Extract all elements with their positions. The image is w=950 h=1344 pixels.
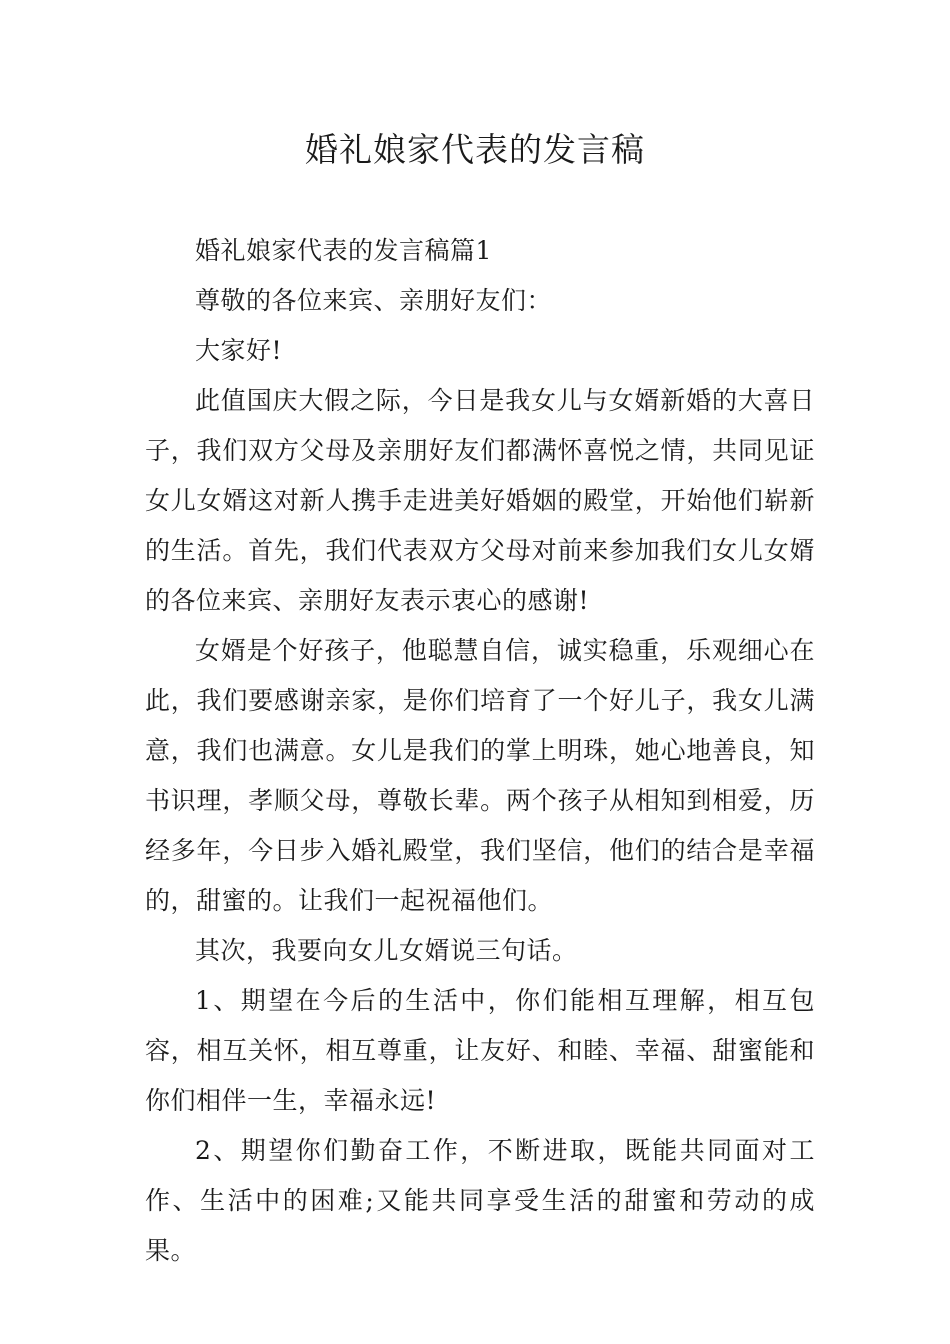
document-body: [145, 226, 815, 1276]
document-title: 婚礼娘家代表的发言稿: [305, 130, 645, 169]
paragraph-wish-1: 1、期望在今后的生活中，你们能相互理解，相互包容，相互关怀，相互尊重，让友好、和睦、幸福、甜蜜能和你们相伴一生，幸福永远!: [145, 986, 815, 1115]
paragraph-praise: 女婿是个好孩子，他聪慧自信，诚实稳重，乐观细心在此，我们要感谢亲家，是你们培育了一个好儿子，我女儿满意，我们也满意。女儿是我们的掌上明珠，她心地善良，知书识理，孝顺父母，尊敬长辈。两个孩子从相知到相爱，历经多年，今日步入婚礼殿堂，我们坚信，他们的结合是幸福的，甜蜜的。让我们一起祝福他们。: [145, 636, 815, 915]
paragraph-opening: 此值国庆大假之际，今日是我女儿与女婿新婚的大喜日子，我们双方父母及亲朋好友们都满怀喜悦之情，共同见证女儿女婿这对新人携手走进美好婚姻的殿堂，开始他们崭新的生活。首先，我们代表双方父母对前来参加我们女儿女婿的各位来宾、亲朋好友表示衷心的感谢!: [145, 386, 815, 615]
paragraph-transition: 其次，我要向女儿女婿说三句话。: [195, 936, 578, 965]
paragraph-wish-2: 2、期望你们勤奋工作，不断进取，既能共同面对工作、生活中的困难;又能共同享受生活的甜蜜和劳动的成果。: [145, 1136, 815, 1265]
paragraph-salutation: 尊敬的各位来宾、亲朋好友们：: [195, 286, 553, 315]
paragraph-section-heading: 婚礼娘家代表的发言稿篇1: [195, 236, 492, 265]
paragraph-greeting: 大家好!: [195, 336, 283, 365]
